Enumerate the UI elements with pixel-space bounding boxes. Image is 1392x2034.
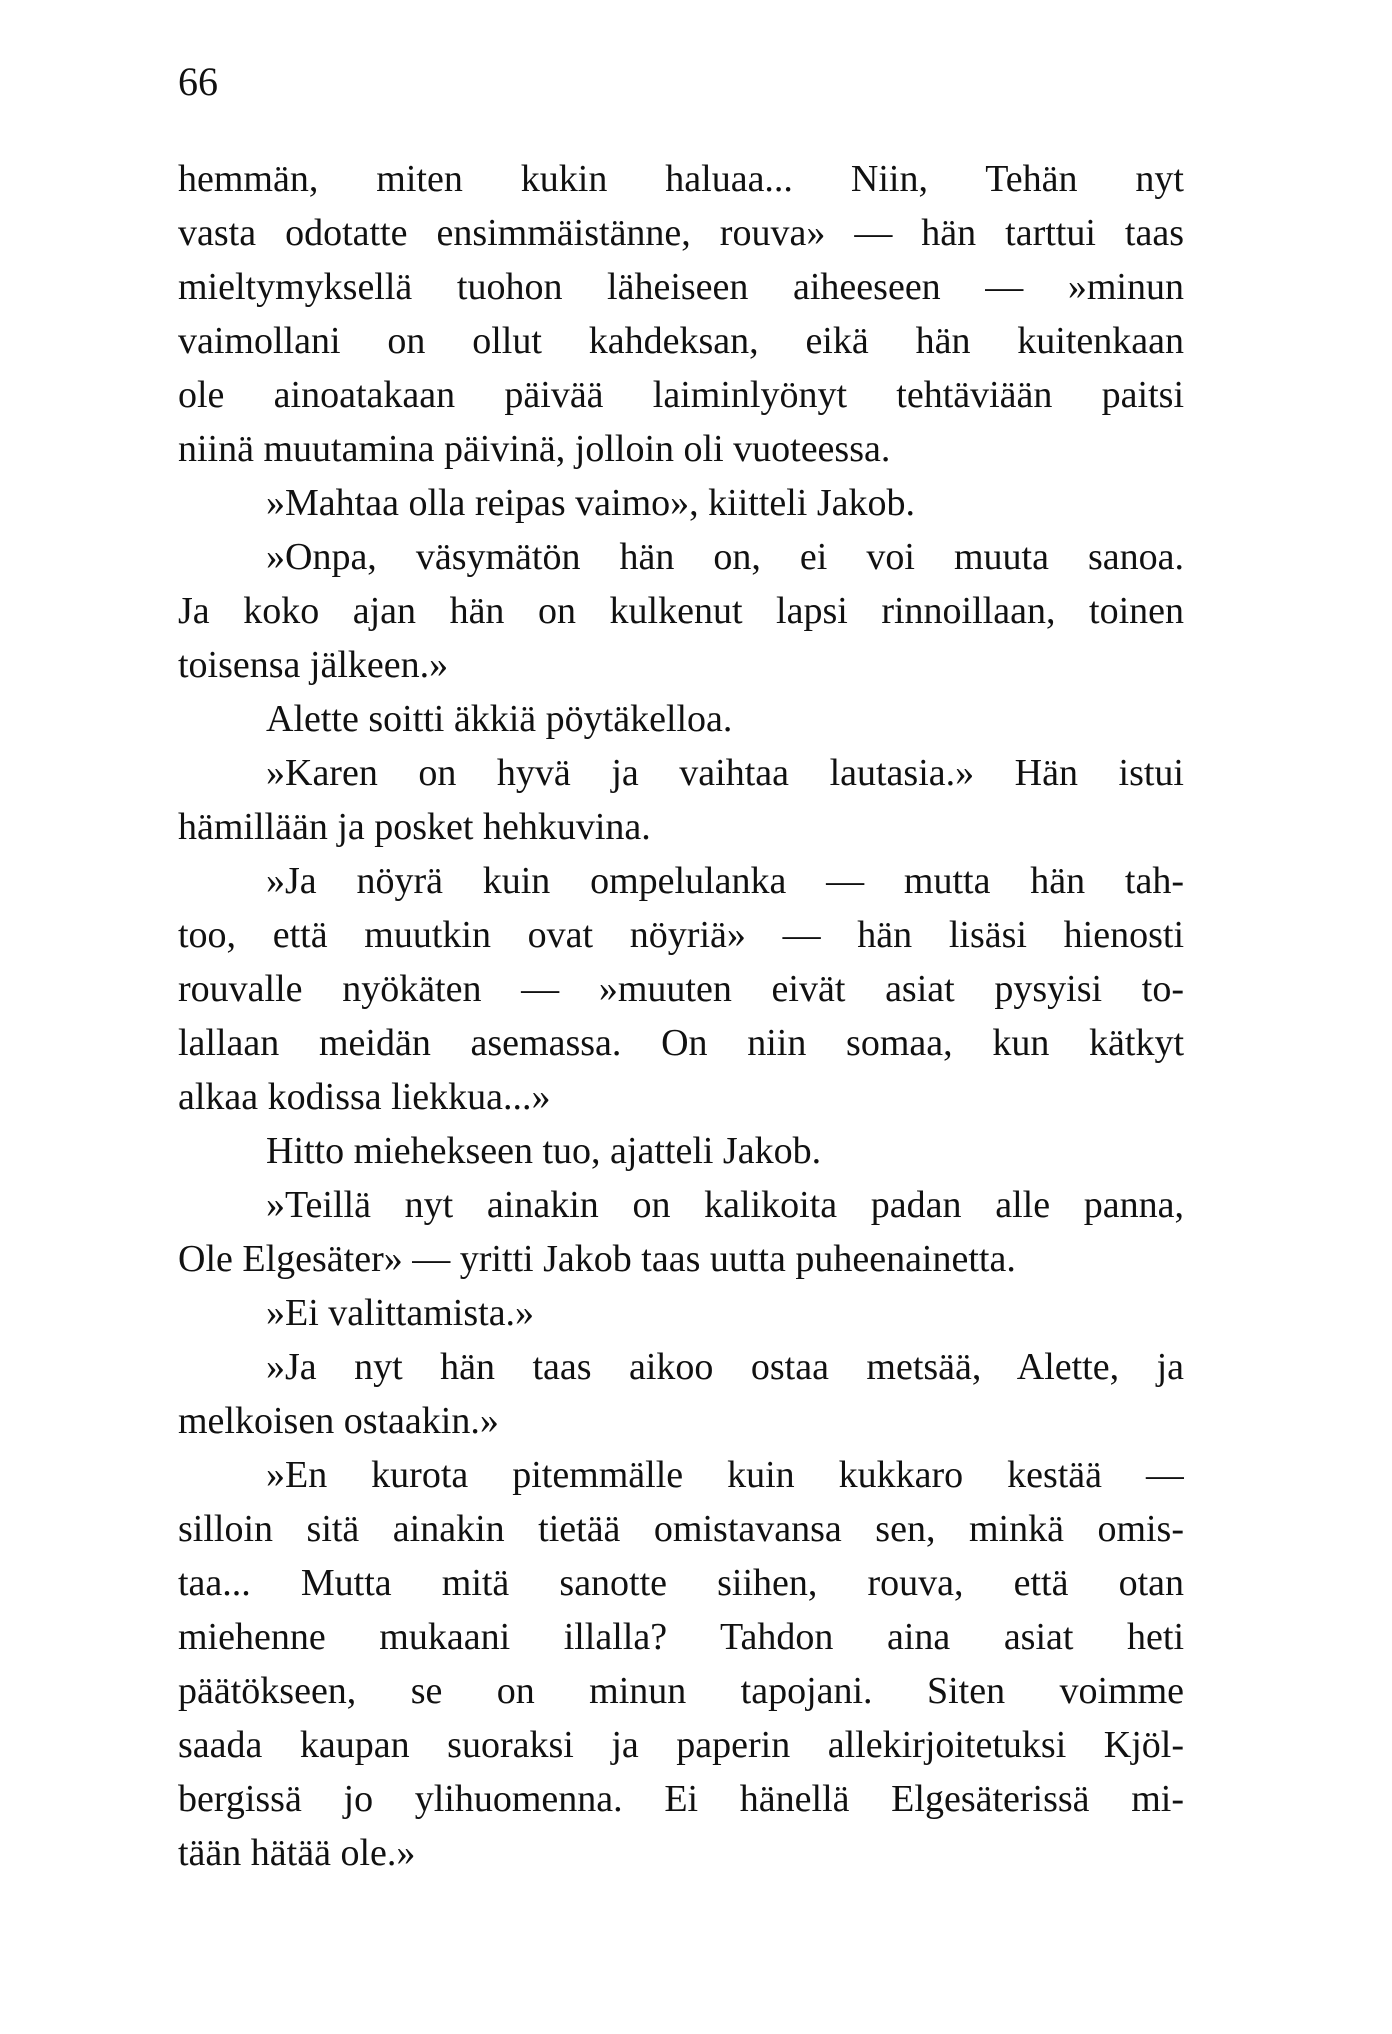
- text-line: mieltymyksellä tuohon läheiseen aiheeseen — »minun: [178, 266, 1184, 308]
- page-number: 66: [178, 59, 218, 104]
- text-line: Hitto miehekseen tuo, ajatteli Jakob.: [266, 1130, 822, 1172]
- text-line: toisensa jälkeen.»: [178, 644, 449, 686]
- text-line: Alette soitti äkkiä pöytäkelloa.: [266, 698, 733, 740]
- text-line: saada kaupan suoraksi ja paperin allekirjoitetuksi Kjöl-: [178, 1724, 1184, 1766]
- text-line: rouvalle nyökäten — »muuten eivät asiat pysyisi to-: [178, 968, 1184, 1010]
- text-line: »Ja nöyrä kuin ompelulanka — mutta hän tah-: [266, 860, 1184, 902]
- text-line: hämillään ja posket hehkuvina.: [178, 806, 651, 848]
- text-line: Ja koko ajan hän on kulkenut lapsi rinnoillaan, toinen: [178, 590, 1184, 632]
- text-line: tään hätää ole.»: [178, 1832, 416, 1874]
- text-line: »Karen on hyvä ja vaihtaa lautasia.» Hän istui: [266, 752, 1184, 794]
- text-line: miehenne mukaani illalla? Tahdon aina asiat heti: [178, 1616, 1184, 1658]
- text-line: bergissä jo ylihuomenna. Ei hänellä Elgesäterissä mi-: [178, 1778, 1184, 1820]
- text-line: melkoisen ostaakin.»: [178, 1400, 499, 1442]
- text-line: »En kurota pitemmälle kuin kukkaro kestää —: [266, 1454, 1184, 1496]
- text-line: too, että muutkin ovat nöyriä» — hän lisäsi hienosti: [178, 914, 1184, 956]
- text-line: päätökseen, se on minun tapojani. Siten voimme: [178, 1670, 1184, 1712]
- text-line: hemmän, miten kukin haluaa... Niin, Tehän nyt: [178, 158, 1184, 200]
- text-line: alkaa kodissa liekkua...»: [178, 1076, 551, 1118]
- text-line: lallaan meidän asemassa. On niin somaa, kun kätkyt: [178, 1022, 1184, 1064]
- text-line: »Mahtaa olla reipas vaimo», kiitteli Jakob.: [266, 482, 916, 524]
- text-line: »Onpa, väsymätön hän on, ei voi muuta sanoa.: [266, 536, 1184, 578]
- body-text: [178, 152, 1184, 1880]
- text-line: silloin sitä ainakin tietää omistavansa sen, minkä omis-: [178, 1508, 1184, 1550]
- text-line: taa... Mutta mitä sanotte siihen, rouva, että otan: [178, 1562, 1184, 1604]
- text-line: »Ei valittamista.»: [266, 1292, 535, 1334]
- text-line: vasta odotatte ensimmäistänne, rouva» — hän tarttui taas: [178, 212, 1184, 254]
- text-line: »Teillä nyt ainakin on kalikoita padan alle panna,: [266, 1184, 1184, 1226]
- text-line: vaimollani on ollut kahdeksan, eikä hän kuitenkaan: [178, 320, 1184, 362]
- text-line: »Ja nyt hän taas aikoo ostaa metsää, Alette, ja: [266, 1346, 1184, 1388]
- text-line: niinä muutamina päivinä, jolloin oli vuoteessa.: [178, 428, 891, 470]
- text-line: ole ainoatakaan päivää laiminlyönyt tehtäviään paitsi: [178, 374, 1184, 416]
- text-line: Ole Elgesäter» — yritti Jakob taas uutta puheenainetta.: [178, 1238, 1016, 1280]
